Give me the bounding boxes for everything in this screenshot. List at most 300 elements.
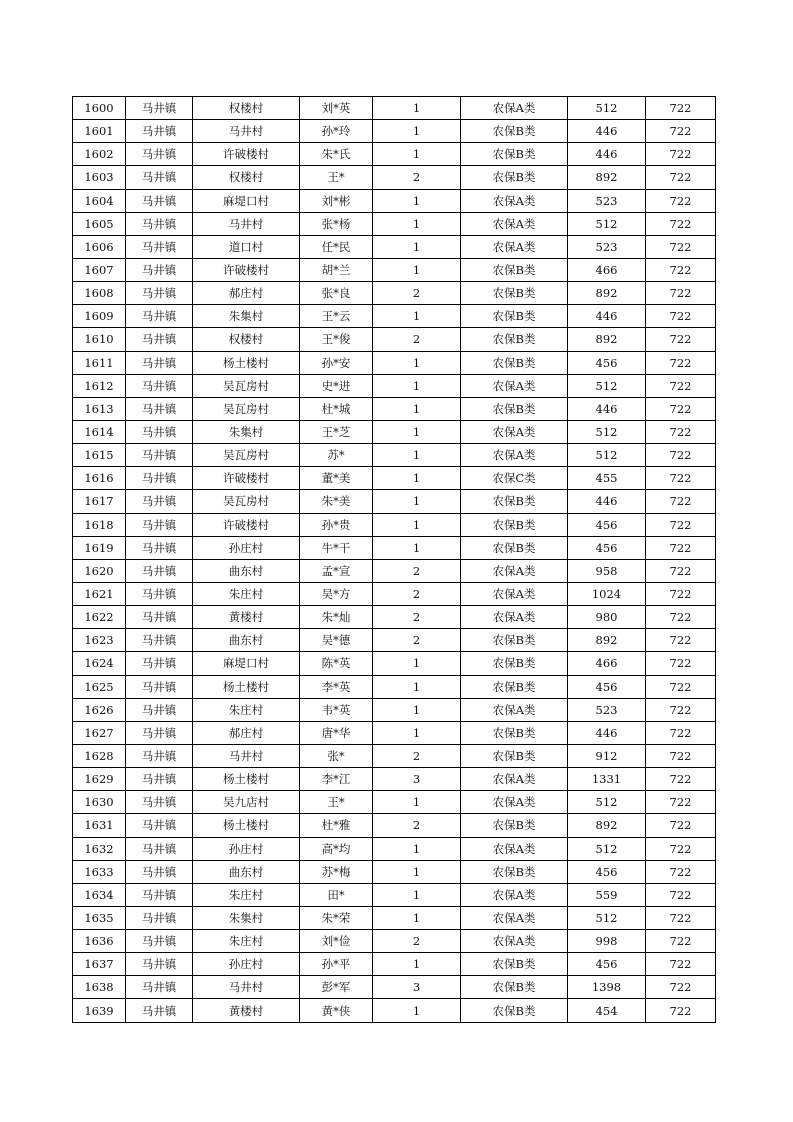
town-cell: 马井镇 — [126, 513, 193, 536]
category-cell: 农保B类 — [461, 282, 568, 305]
table-row — [73, 652, 716, 675]
row-number-cell: 1603 — [73, 166, 126, 189]
village-cell: 马井村 — [193, 120, 300, 143]
standard-cell: 722 — [646, 420, 716, 443]
count-cell: 2 — [373, 559, 461, 582]
village-cell: 吴九店村 — [193, 791, 300, 814]
town-cell: 马井镇 — [126, 536, 193, 559]
town-cell: 马井镇 — [126, 883, 193, 906]
category-cell: 农保B类 — [461, 976, 568, 999]
town-cell: 马井镇 — [126, 490, 193, 513]
table-row — [73, 606, 716, 629]
category-cell: 农保A类 — [461, 420, 568, 443]
town-cell: 马井镇 — [126, 629, 193, 652]
row-number-cell: 1610 — [73, 328, 126, 351]
table-row — [73, 814, 716, 837]
count-cell: 1 — [373, 536, 461, 559]
amount-cell: 466 — [568, 652, 646, 675]
town-cell: 马井镇 — [126, 768, 193, 791]
amount-cell: 892 — [568, 629, 646, 652]
count-cell: 1 — [373, 953, 461, 976]
name-cell: 胡*兰 — [300, 258, 373, 281]
amount-cell: 455 — [568, 467, 646, 490]
amount-cell: 523 — [568, 698, 646, 721]
category-cell: 农保A类 — [461, 97, 568, 120]
category-cell: 农保B类 — [461, 721, 568, 744]
table-row — [73, 97, 716, 120]
village-cell: 许破楼村 — [193, 258, 300, 281]
village-cell: 马井村 — [193, 212, 300, 235]
name-cell: 牛*干 — [300, 536, 373, 559]
village-cell: 吴瓦房村 — [193, 444, 300, 467]
standard-cell: 722 — [646, 837, 716, 860]
amount-cell: 1331 — [568, 768, 646, 791]
town-cell: 马井镇 — [126, 976, 193, 999]
row-number-cell: 1612 — [73, 374, 126, 397]
village-cell: 朱庄村 — [193, 930, 300, 953]
category-cell: 农保A类 — [461, 606, 568, 629]
count-cell: 1 — [373, 467, 461, 490]
village-cell: 孙庄村 — [193, 837, 300, 860]
village-cell: 郝庄村 — [193, 721, 300, 744]
table-row — [73, 351, 716, 374]
row-number-cell: 1639 — [73, 999, 126, 1022]
category-cell: 农保B类 — [461, 814, 568, 837]
town-cell: 马井镇 — [126, 721, 193, 744]
count-cell: 1 — [373, 420, 461, 443]
row-number-cell: 1623 — [73, 629, 126, 652]
category-cell: 农保B类 — [461, 305, 568, 328]
amount-cell: 892 — [568, 328, 646, 351]
amount-cell: 892 — [568, 282, 646, 305]
standard-cell: 722 — [646, 166, 716, 189]
amount-cell: 466 — [568, 258, 646, 281]
standard-cell: 722 — [646, 374, 716, 397]
name-cell: 王* — [300, 791, 373, 814]
amount-cell: 512 — [568, 212, 646, 235]
table-row — [73, 397, 716, 420]
category-cell: 农保A类 — [461, 791, 568, 814]
amount-cell: 446 — [568, 490, 646, 513]
village-cell: 吴瓦房村 — [193, 490, 300, 513]
category-cell: 农保B类 — [461, 536, 568, 559]
name-cell: 王* — [300, 166, 373, 189]
row-number-cell: 1630 — [73, 791, 126, 814]
row-number-cell: 1614 — [73, 420, 126, 443]
name-cell: 孙*贵 — [300, 513, 373, 536]
count-cell: 1 — [373, 212, 461, 235]
row-number-cell: 1629 — [73, 768, 126, 791]
amount-cell: 512 — [568, 374, 646, 397]
amount-cell: 446 — [568, 120, 646, 143]
standard-cell: 722 — [646, 328, 716, 351]
name-cell: 王*芝 — [300, 420, 373, 443]
village-cell: 许破楼村 — [193, 467, 300, 490]
category-cell: 农保B类 — [461, 513, 568, 536]
table-row — [73, 768, 716, 791]
row-number-cell: 1633 — [73, 860, 126, 883]
town-cell: 马井镇 — [126, 837, 193, 860]
village-cell: 杨土楼村 — [193, 768, 300, 791]
town-cell: 马井镇 — [126, 258, 193, 281]
category-cell: 农保A类 — [461, 883, 568, 906]
name-cell: 任*民 — [300, 235, 373, 258]
row-number-cell: 1619 — [73, 536, 126, 559]
name-cell: 杜*雅 — [300, 814, 373, 837]
village-cell: 马井村 — [193, 744, 300, 767]
standard-cell: 722 — [646, 582, 716, 605]
amount-cell: 446 — [568, 721, 646, 744]
standard-cell: 722 — [646, 490, 716, 513]
amount-cell: 958 — [568, 559, 646, 582]
village-cell: 朱庄村 — [193, 582, 300, 605]
standard-cell: 722 — [646, 212, 716, 235]
name-cell: 孟*宣 — [300, 559, 373, 582]
name-cell: 韦*英 — [300, 698, 373, 721]
table-row — [73, 629, 716, 652]
name-cell: 高*均 — [300, 837, 373, 860]
village-cell: 朱集村 — [193, 420, 300, 443]
table-row — [73, 976, 716, 999]
count-cell: 2 — [373, 629, 461, 652]
standard-cell: 722 — [646, 675, 716, 698]
count-cell: 1 — [373, 374, 461, 397]
name-cell: 孙*平 — [300, 953, 373, 976]
standard-cell: 722 — [646, 652, 716, 675]
village-cell: 黄楼村 — [193, 999, 300, 1022]
name-cell: 李*英 — [300, 675, 373, 698]
row-number-cell: 1626 — [73, 698, 126, 721]
standard-cell: 722 — [646, 235, 716, 258]
amount-cell: 523 — [568, 189, 646, 212]
town-cell: 马井镇 — [126, 444, 193, 467]
town-cell: 马井镇 — [126, 305, 193, 328]
category-cell: 农保B类 — [461, 120, 568, 143]
village-cell: 杨土楼村 — [193, 351, 300, 374]
row-number-cell: 1616 — [73, 467, 126, 490]
village-cell: 曲东村 — [193, 629, 300, 652]
table-row — [73, 120, 716, 143]
amount-cell: 456 — [568, 513, 646, 536]
row-number-cell: 1624 — [73, 652, 126, 675]
table-row — [73, 444, 716, 467]
village-cell: 麻堤口村 — [193, 189, 300, 212]
amount-cell: 1024 — [568, 582, 646, 605]
standard-cell: 722 — [646, 698, 716, 721]
table-row — [73, 282, 716, 305]
standard-cell: 722 — [646, 791, 716, 814]
count-cell: 2 — [373, 744, 461, 767]
table-row — [73, 744, 716, 767]
amount-cell: 892 — [568, 166, 646, 189]
count-cell: 1 — [373, 189, 461, 212]
village-cell: 权楼村 — [193, 97, 300, 120]
row-number-cell: 1628 — [73, 744, 126, 767]
count-cell: 1 — [373, 97, 461, 120]
category-cell: 农保A类 — [461, 582, 568, 605]
data-table — [72, 96, 716, 1023]
count-cell: 1 — [373, 305, 461, 328]
count-cell: 2 — [373, 606, 461, 629]
village-cell: 朱庄村 — [193, 883, 300, 906]
town-cell: 马井镇 — [126, 166, 193, 189]
village-cell: 马井村 — [193, 976, 300, 999]
count-cell: 1 — [373, 351, 461, 374]
table-row — [73, 258, 716, 281]
amount-cell: 912 — [568, 744, 646, 767]
category-cell: 农保A类 — [461, 768, 568, 791]
table-row — [73, 328, 716, 351]
village-cell: 孙庄村 — [193, 536, 300, 559]
category-cell: 农保A类 — [461, 235, 568, 258]
table-row — [73, 837, 716, 860]
count-cell: 1 — [373, 120, 461, 143]
count-cell: 2 — [373, 166, 461, 189]
table-row — [73, 883, 716, 906]
count-cell: 1 — [373, 652, 461, 675]
standard-cell: 722 — [646, 721, 716, 744]
name-cell: 张*良 — [300, 282, 373, 305]
name-cell: 董*美 — [300, 467, 373, 490]
category-cell: 农保A类 — [461, 444, 568, 467]
name-cell: 苏*梅 — [300, 860, 373, 883]
category-cell: 农保B类 — [461, 652, 568, 675]
row-number-cell: 1631 — [73, 814, 126, 837]
amount-cell: 446 — [568, 143, 646, 166]
count-cell: 1 — [373, 999, 461, 1022]
standard-cell: 722 — [646, 559, 716, 582]
town-cell: 马井镇 — [126, 652, 193, 675]
category-cell: 农保B类 — [461, 328, 568, 351]
table-row — [73, 721, 716, 744]
town-cell: 马井镇 — [126, 351, 193, 374]
category-cell: 农保B类 — [461, 860, 568, 883]
town-cell: 马井镇 — [126, 930, 193, 953]
table-row — [73, 189, 716, 212]
count-cell: 1 — [373, 698, 461, 721]
table-row — [73, 698, 716, 721]
row-number-cell: 1635 — [73, 906, 126, 929]
name-cell: 彭*军 — [300, 976, 373, 999]
count-cell: 1 — [373, 860, 461, 883]
standard-cell: 722 — [646, 744, 716, 767]
amount-cell: 559 — [568, 883, 646, 906]
village-cell: 吴瓦房村 — [193, 397, 300, 420]
amount-cell: 456 — [568, 953, 646, 976]
category-cell: 农保A类 — [461, 374, 568, 397]
town-cell: 马井镇 — [126, 282, 193, 305]
town-cell: 马井镇 — [126, 143, 193, 166]
standard-cell: 722 — [646, 814, 716, 837]
category-cell: 农保A类 — [461, 698, 568, 721]
name-cell: 朱*氏 — [300, 143, 373, 166]
town-cell: 马井镇 — [126, 328, 193, 351]
standard-cell: 722 — [646, 351, 716, 374]
standard-cell: 722 — [646, 536, 716, 559]
count-cell: 1 — [373, 837, 461, 860]
count-cell: 2 — [373, 282, 461, 305]
table-row — [73, 930, 716, 953]
count-cell: 1 — [373, 444, 461, 467]
town-cell: 马井镇 — [126, 999, 193, 1022]
count-cell: 1 — [373, 883, 461, 906]
village-cell: 杨土楼村 — [193, 814, 300, 837]
row-number-cell: 1636 — [73, 930, 126, 953]
table-row — [73, 999, 716, 1022]
amount-cell: 446 — [568, 305, 646, 328]
count-cell: 1 — [373, 721, 461, 744]
standard-cell: 722 — [646, 444, 716, 467]
amount-cell: 512 — [568, 444, 646, 467]
village-cell: 曲东村 — [193, 559, 300, 582]
town-cell: 马井镇 — [126, 97, 193, 120]
village-cell: 杨土楼村 — [193, 675, 300, 698]
town-cell: 马井镇 — [126, 744, 193, 767]
amount-cell: 512 — [568, 97, 646, 120]
amount-cell: 998 — [568, 930, 646, 953]
name-cell: 孙*安 — [300, 351, 373, 374]
row-number-cell: 1632 — [73, 837, 126, 860]
count-cell: 2 — [373, 582, 461, 605]
standard-cell: 722 — [646, 906, 716, 929]
town-cell: 马井镇 — [126, 120, 193, 143]
town-cell: 马井镇 — [126, 559, 193, 582]
village-cell: 道口村 — [193, 235, 300, 258]
row-number-cell: 1605 — [73, 212, 126, 235]
village-cell: 郝庄村 — [193, 282, 300, 305]
table-row — [73, 675, 716, 698]
standard-cell: 722 — [646, 189, 716, 212]
count-cell: 2 — [373, 930, 461, 953]
village-cell: 权楼村 — [193, 166, 300, 189]
row-number-cell: 1622 — [73, 606, 126, 629]
table-row — [73, 860, 716, 883]
amount-cell: 456 — [568, 351, 646, 374]
category-cell: 农保A类 — [461, 930, 568, 953]
village-cell: 曲东村 — [193, 860, 300, 883]
town-cell: 马井镇 — [126, 675, 193, 698]
amount-cell: 523 — [568, 235, 646, 258]
amount-cell: 512 — [568, 791, 646, 814]
row-number-cell: 1602 — [73, 143, 126, 166]
category-cell: 农保B类 — [461, 629, 568, 652]
category-cell: 农保B类 — [461, 999, 568, 1022]
count-cell: 2 — [373, 814, 461, 837]
category-cell: 农保B类 — [461, 143, 568, 166]
table-row — [73, 536, 716, 559]
row-number-cell: 1606 — [73, 235, 126, 258]
table-row — [73, 582, 716, 605]
row-number-cell: 1608 — [73, 282, 126, 305]
name-cell: 孙*玲 — [300, 120, 373, 143]
village-cell: 麻堤口村 — [193, 652, 300, 675]
count-cell: 1 — [373, 143, 461, 166]
standard-cell: 722 — [646, 258, 716, 281]
amount-cell: 456 — [568, 860, 646, 883]
standard-cell: 722 — [646, 953, 716, 976]
table-row — [73, 559, 716, 582]
amount-cell: 512 — [568, 906, 646, 929]
standard-cell: 722 — [646, 467, 716, 490]
row-number-cell: 1613 — [73, 397, 126, 420]
count-cell: 1 — [373, 258, 461, 281]
amount-cell: 456 — [568, 675, 646, 698]
standard-cell: 722 — [646, 513, 716, 536]
count-cell: 2 — [373, 328, 461, 351]
table-row — [73, 791, 716, 814]
table-row — [73, 906, 716, 929]
village-cell: 朱集村 — [193, 906, 300, 929]
village-cell: 许破楼村 — [193, 143, 300, 166]
village-cell: 黄楼村 — [193, 606, 300, 629]
category-cell: 农保B类 — [461, 258, 568, 281]
town-cell: 马井镇 — [126, 212, 193, 235]
category-cell: 农保B类 — [461, 953, 568, 976]
standard-cell: 722 — [646, 930, 716, 953]
table-row — [73, 212, 716, 235]
town-cell: 马井镇 — [126, 860, 193, 883]
count-cell: 1 — [373, 490, 461, 513]
village-cell: 朱庄村 — [193, 698, 300, 721]
row-number-cell: 1609 — [73, 305, 126, 328]
name-cell: 刘*英 — [300, 97, 373, 120]
name-cell: 张*杨 — [300, 212, 373, 235]
name-cell: 刘*俭 — [300, 930, 373, 953]
village-cell: 朱集村 — [193, 305, 300, 328]
standard-cell: 722 — [646, 999, 716, 1022]
name-cell: 吴*方 — [300, 582, 373, 605]
town-cell: 马井镇 — [126, 582, 193, 605]
standard-cell: 722 — [646, 97, 716, 120]
name-cell: 刘*彬 — [300, 189, 373, 212]
category-cell: 农保A类 — [461, 559, 568, 582]
amount-cell: 512 — [568, 837, 646, 860]
row-number-cell: 1620 — [73, 559, 126, 582]
amount-cell: 454 — [568, 999, 646, 1022]
town-cell: 马井镇 — [126, 953, 193, 976]
category-cell: 农保A类 — [461, 189, 568, 212]
row-number-cell: 1617 — [73, 490, 126, 513]
name-cell: 李*江 — [300, 768, 373, 791]
table-row — [73, 305, 716, 328]
row-number-cell: 1607 — [73, 258, 126, 281]
table-row — [73, 513, 716, 536]
category-cell: 农保C类 — [461, 467, 568, 490]
amount-cell: 892 — [568, 814, 646, 837]
town-cell: 马井镇 — [126, 698, 193, 721]
table-body — [73, 97, 716, 1023]
table-row — [73, 166, 716, 189]
category-cell: 农保B类 — [461, 490, 568, 513]
count-cell: 1 — [373, 513, 461, 536]
standard-cell: 722 — [646, 629, 716, 652]
count-cell: 3 — [373, 768, 461, 791]
name-cell: 朱*荣 — [300, 906, 373, 929]
name-cell: 杜*城 — [300, 397, 373, 420]
row-number-cell: 1637 — [73, 953, 126, 976]
standard-cell: 722 — [646, 143, 716, 166]
amount-cell: 446 — [568, 397, 646, 420]
row-number-cell: 1634 — [73, 883, 126, 906]
category-cell: 农保A类 — [461, 906, 568, 929]
village-cell: 权楼村 — [193, 328, 300, 351]
village-cell: 许破楼村 — [193, 513, 300, 536]
row-number-cell: 1615 — [73, 444, 126, 467]
count-cell: 1 — [373, 675, 461, 698]
village-cell: 孙庄村 — [193, 953, 300, 976]
amount-cell: 1398 — [568, 976, 646, 999]
name-cell: 王*云 — [300, 305, 373, 328]
